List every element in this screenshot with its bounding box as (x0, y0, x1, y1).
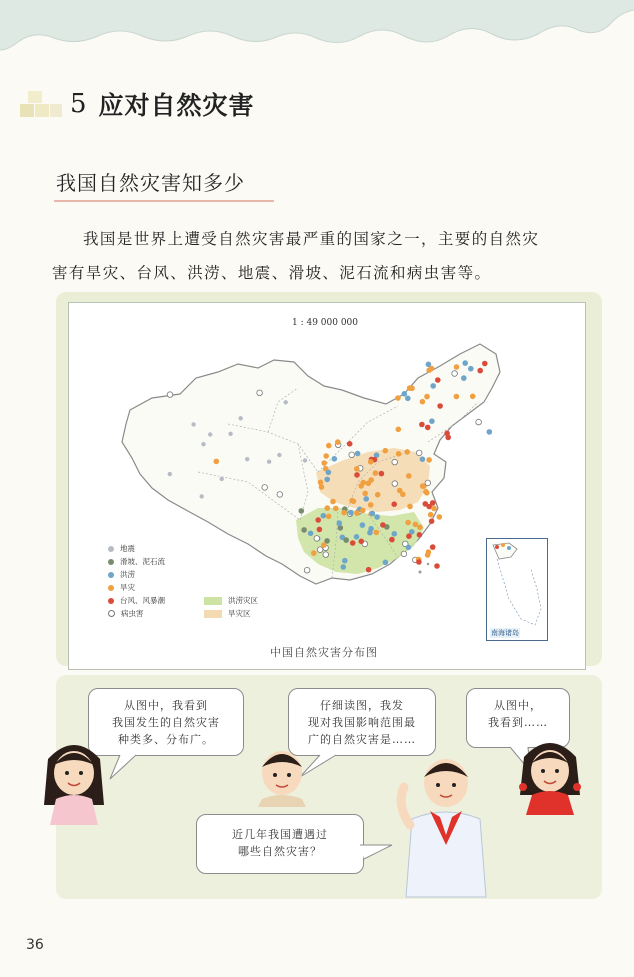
pest-marker (304, 567, 310, 573)
landslide-marker (299, 508, 305, 514)
typhoon-marker (435, 377, 441, 383)
typhoon-marker (317, 527, 323, 533)
boy-middle-illustration (258, 751, 306, 807)
landslide-marker (338, 525, 344, 531)
pest-marker (425, 480, 431, 486)
pest-marker (416, 450, 422, 456)
flood-marker (462, 360, 468, 366)
typhoon-marker (359, 539, 365, 545)
drought-marker (375, 492, 381, 498)
girl-right-illustration (519, 743, 581, 815)
earthquake-marker (191, 422, 195, 426)
drought-marker (454, 394, 460, 400)
flood-marker (430, 383, 436, 389)
drought-marker (426, 367, 432, 373)
flood-marker (370, 511, 376, 517)
bubble-line: 我国发生的自然灾害 (112, 716, 220, 729)
pest-marker (167, 392, 173, 398)
pest-marker (262, 485, 268, 491)
drought-marker (325, 505, 331, 511)
typhoon-marker (419, 422, 425, 428)
legend-pest: 病虫害 (108, 608, 144, 619)
drought-marker (351, 499, 357, 505)
typhoon-marker (354, 472, 360, 478)
header-cloud-band (0, 0, 634, 70)
paragraph-line: 害有旱灾、台风、洪涝、地震、滑坡、泥石流和病虫害等。 (52, 264, 492, 282)
drought-marker (323, 453, 329, 459)
flood-marker (337, 520, 343, 526)
bubble-line: 近几年我国遭遇过 (232, 828, 328, 841)
drought-marker (311, 550, 317, 556)
chapter-heading (20, 86, 255, 122)
chapter-title: 应对自然灾害 (98, 91, 255, 120)
legend-landslide: 滑坡、泥石流 (108, 556, 165, 567)
drought-marker (437, 514, 443, 520)
earthquake-marker (245, 457, 249, 461)
drought-marker (426, 457, 432, 463)
bubble-line: 现对我国影响范围最 (308, 716, 416, 729)
typhoon-marker (444, 431, 450, 437)
earthquake-marker (284, 400, 288, 404)
earthquake-marker (208, 432, 212, 436)
legend-drought: 旱灾 (108, 582, 135, 593)
flood-marker (402, 391, 408, 397)
drought-marker (396, 427, 402, 433)
typhoon-marker (430, 544, 436, 550)
drought-marker (354, 510, 360, 516)
drought-marker (354, 466, 360, 472)
drought-marker (406, 473, 412, 479)
flood-marker (324, 477, 330, 483)
flood-marker (383, 560, 389, 566)
typhoon-marker (350, 540, 356, 546)
flood-marker (374, 514, 380, 520)
legend-flood: 洪涝 (108, 569, 135, 580)
heading-decoration-blocks (20, 91, 62, 117)
drought-marker (326, 514, 332, 520)
drought-marker (428, 512, 434, 518)
typhoon-marker (425, 425, 431, 431)
earthquake-marker (239, 416, 243, 420)
pest-marker (277, 492, 283, 498)
typhoon-marker (482, 361, 488, 367)
typhoon-marker (434, 563, 440, 569)
bubble-line: 哪些自然灾害？ (238, 845, 322, 858)
drought-marker (425, 552, 431, 558)
flood-marker (461, 375, 467, 381)
bubble-tail-bottom (360, 845, 392, 859)
bubble-line: 我看到…… (488, 716, 548, 729)
drought-marker (454, 364, 460, 370)
earthquake-marker (267, 460, 271, 464)
bubble-tail-left (110, 755, 136, 779)
legend-earthquake: 地震 (108, 543, 135, 554)
typhoon-marker (389, 537, 395, 543)
drought-marker (360, 508, 366, 514)
girl-left-illustration (44, 745, 104, 825)
flood-marker (406, 545, 412, 551)
map-caption: 中国自然灾害分布图 (270, 646, 378, 659)
typhoon-marker (315, 517, 321, 523)
drought-marker (420, 399, 426, 405)
discussion-illustration (0, 675, 634, 905)
drought-marker (405, 520, 411, 526)
drought-marker (431, 506, 437, 512)
drought-marker (420, 483, 426, 489)
drought-marker (326, 443, 332, 449)
legend-typhoon: 台风、风暴潮 (108, 595, 165, 606)
drought-marker (383, 448, 389, 454)
flood-marker (426, 362, 432, 368)
section-title: 我国自然灾害知多少 (56, 171, 245, 195)
boy-right-illustration (401, 759, 486, 897)
section-underline (54, 200, 274, 202)
flood-marker (429, 418, 435, 424)
drought-marker (395, 395, 401, 401)
map-scale: 1 : 49 000 000 (292, 318, 359, 328)
pest-marker (317, 547, 323, 553)
pest-marker (452, 371, 458, 377)
drought-marker (321, 460, 327, 466)
flood-marker (405, 396, 411, 402)
earthquake-marker (201, 442, 205, 446)
drought-marker (404, 449, 410, 455)
page-number: 36 (26, 937, 44, 953)
typhoon-marker (347, 441, 353, 447)
south-sea-inset (486, 538, 548, 641)
typhoon-marker (477, 368, 483, 374)
drought-marker (366, 481, 372, 487)
flood-marker (468, 366, 474, 372)
pest-marker (349, 452, 355, 458)
bubble-line: 从图中， (494, 699, 542, 712)
flood-marker (368, 526, 374, 532)
drought-marker (368, 459, 374, 465)
flood-marker (321, 513, 327, 519)
chapter-number: 5 (70, 89, 87, 119)
drought-marker (373, 470, 379, 476)
pest-marker (257, 390, 263, 396)
earthquake-marker (220, 477, 224, 481)
bubble-line: 从图中，我看到 (124, 699, 208, 712)
earthquake-marker (277, 453, 281, 457)
flood-marker (354, 534, 360, 540)
inset-label: 南海诸岛 (491, 629, 519, 637)
pest-marker (476, 419, 482, 425)
drought-marker (214, 459, 220, 465)
pest-marker (401, 551, 407, 557)
flood-marker (363, 496, 369, 502)
typhoon-marker (416, 559, 422, 565)
drought-marker (396, 451, 402, 457)
typhoon-marker (391, 501, 397, 507)
pest-marker (323, 552, 329, 558)
drought-marker (341, 510, 347, 516)
typhoon-marker (417, 532, 423, 538)
drought-marker (319, 484, 325, 490)
intro-paragraph (52, 222, 612, 290)
flood-marker (342, 558, 348, 564)
flood-marker (326, 470, 332, 476)
legend-flood-area: 洪涝灾区 (204, 595, 258, 606)
typhoon-marker (430, 500, 436, 506)
flood-marker (341, 564, 347, 570)
bubble-tail-middle (300, 755, 336, 777)
flood-marker (355, 451, 361, 457)
legend-drought-area: 旱灾区 (204, 608, 251, 619)
drought-marker (407, 504, 413, 510)
drought-marker (321, 542, 327, 548)
drought-marker (424, 394, 430, 400)
bubble-line: 广的自然灾害是…… (308, 733, 416, 746)
flood-marker (360, 522, 366, 528)
drought-marker (424, 490, 430, 496)
typhoon-marker (379, 471, 385, 477)
pest-marker (392, 459, 398, 465)
drought-marker (361, 480, 367, 486)
flood-marker (392, 531, 398, 537)
typhoon-marker (366, 567, 372, 573)
flood-marker (420, 456, 426, 462)
drought-marker (333, 506, 339, 512)
pest-marker (314, 536, 320, 542)
typhoon-marker (423, 501, 429, 507)
earthquake-marker (168, 472, 172, 476)
typhoon-marker (380, 522, 386, 528)
flood-marker (332, 456, 338, 462)
landslide-marker (343, 537, 349, 543)
typhoon-marker (429, 518, 435, 524)
drought-marker (374, 530, 380, 536)
earthquake-marker (228, 432, 232, 436)
bubble-line: 仔细读图，我发 (320, 699, 404, 712)
flood-marker (348, 510, 354, 516)
earthquake-marker (303, 458, 307, 462)
drought-marker (318, 480, 324, 486)
flood-marker (487, 429, 493, 435)
drought-marker (330, 499, 336, 505)
drought-marker (413, 522, 419, 528)
drought-marker (470, 394, 476, 400)
drought-marker (368, 502, 374, 508)
earthquake-marker (200, 494, 204, 498)
paragraph-line: 我国是世界上遭受自然灾害最严重的国家之一，主要的自然灾 (83, 230, 540, 248)
landslide-marker (301, 527, 307, 533)
inset-map (487, 539, 547, 640)
bubble-line: 种类多、分布广。 (118, 733, 214, 746)
typhoon-marker (437, 403, 443, 409)
drought-marker (362, 491, 368, 497)
drought-marker (409, 386, 415, 392)
pest-marker (392, 481, 398, 487)
drought-marker (400, 492, 406, 498)
drought-marker (335, 439, 341, 445)
typhoon-marker (406, 533, 412, 539)
flood-marker (308, 531, 314, 537)
